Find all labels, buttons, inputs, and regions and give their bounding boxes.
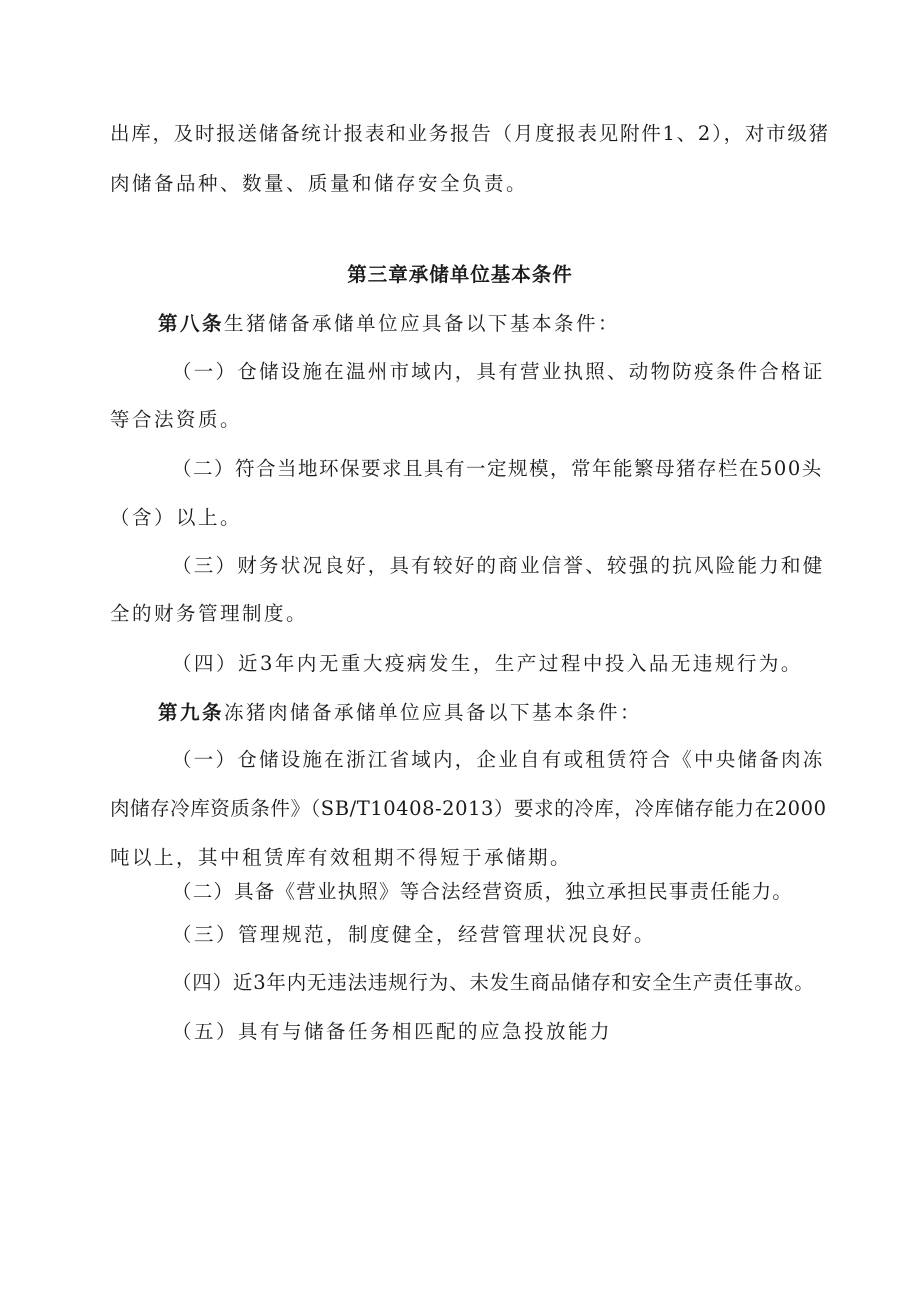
article-8-item-2-line-2: （含）以上。 bbox=[110, 506, 243, 529]
article-8-item-3-line-2: 全的财务管理制度。 bbox=[110, 602, 309, 625]
article-9-heading bbox=[158, 701, 830, 725]
article-9-item-1-line-3: 吨以上，其中租赁库有效租期不得短于承储期。 bbox=[110, 846, 573, 869]
article-8-text: 生猪储备承储单位应具备以下基本条件： bbox=[224, 312, 621, 335]
article-9-item-4: （四）近3年内无违法违规行为、未发生商品储存和安全生产责任事故。 bbox=[172, 971, 815, 994]
article-8-item-4: （四）近3年内无重大疫病发生，生产过程中投入品无违规行为。 bbox=[172, 652, 803, 675]
article-8-item-2-line-1: （二）符合当地环保要求且具有一定规模，常年能繁母猪存栏在500头 bbox=[172, 457, 823, 480]
article-9-item-1-line-1: （一）仓储设施在浙江省域内，企业自有或租赁符合《中央储备肉冻 bbox=[172, 748, 825, 771]
article-8-label: 第八条 bbox=[158, 312, 225, 335]
article-8-item-3-line-1: （三）财务状况良好，具有较好的商业信誉、较强的抗风险能力和健 bbox=[172, 554, 825, 577]
article-9-label: 第九条 bbox=[158, 701, 225, 724]
article-9-item-5: （五）具有与储备任务相匹配的应急投放能力 bbox=[172, 1020, 613, 1043]
article-8-heading bbox=[158, 312, 830, 336]
article-9-text: 冻猪肉储备承储单位应具备以下基本条件： bbox=[224, 701, 643, 724]
chapter-title: 第三章承储单位基本条件 bbox=[347, 263, 573, 286]
article-9-item-1-line-2: 肉储存冷库资质条件》（SB/T10408-2013）要求的冷库，冷库储存能力在2000 bbox=[110, 797, 827, 820]
continuation-line-2: 肉储备品种、数量、质量和储存安全负责。 bbox=[110, 172, 529, 195]
continuation-line-1: 出库，及时报送储备统计报表和业务报告（月度报表见附件1、2），对市级猪 bbox=[110, 122, 830, 145]
article-9-item-3: （三）管理规范，制度健全，经营管理状况良好。 bbox=[172, 923, 657, 946]
article-8-item-1-line-2: 等合法资质。 bbox=[110, 408, 243, 431]
article-8-item-1-line-1: （一）仓储设施在温州市域内，具有营业执照、动物防疫条件合格证 bbox=[172, 360, 825, 383]
article-9-item-2: （二）具备《营业执照》等合法经营资质，独立承担民事责任能力。 bbox=[172, 880, 794, 903]
